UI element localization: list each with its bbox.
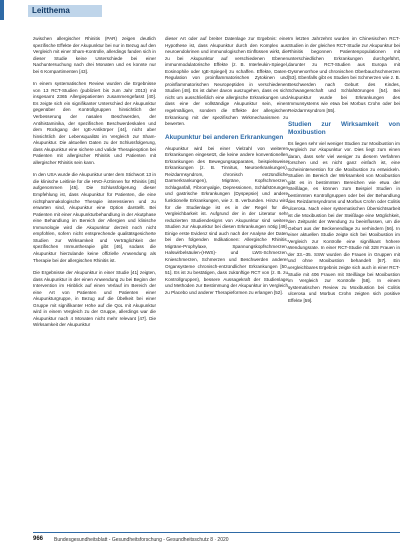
running-header — [0, 0, 413, 20]
footer-rule — [33, 532, 400, 533]
section-heading: Akupunktur bei anderen Erkrankungen — [165, 133, 284, 141]
text-column-3 — [288, 36, 400, 304]
text-column-1 — [33, 36, 156, 329]
paragraph: Im letzten Jahrzehnt wurden im Chinesischen RCT-Studien in der gleichen RCT-Studie zur Akupunktur bei Rhinitis begonnen Patientenpopulationen mit unterschiedlichen Erkrankungen durchgeführt, darunter zu RCT-Studien aus Europa mit Dysmenorrhoe und chronischen Oberbauchschmerzen [53]. Ebenfalls gibt es Studien bei Schmerzen wie z. B. Beschwerden nach Geburt des Kindes, Schwangerschaft und Schlafstörungen [54]. Bei Akupunktur wurde bei Erkrankungen des Immunsystems wie etwa bei Morbus Crohn oder bei Reizdarmsyndrom [55]. — [288, 36, 400, 114]
paragraph: zwischen allergischer Rhinitis (PAR) zeigen deutlich spezifische Effekte der Akupunktur bei nur in Bezug auf den Vergleich mit einer Sham-Kontrolle, allerdings fanden sich in dieser Studie keine Unterschiede bei einer Nachuntersuchung nach drei Monaten und es konnte nur bei 6 Kompartimenten [43]. — [33, 36, 156, 74]
paragraph: Es liegen sehr viel weniger Studien zur Moxibustion im Vergleich zur Akupunktur vor. Dies liegt zum einen daran, dass sehr viel weniger zu diesem Verfahren forschen und es nicht ganz einfach ist, eine Scheinintervention für die Moxibustion zu entwickeln. Studien im Bereich der Wirksamkeit von Moxibustion gibt es in bestimmten Bereichen wie etwa der Steißlage, es können zum Beispiel Studien in bestimmten Kontrollgruppen oder bei der Behandlung des Reizdarmsyndroms und Morbus Crohn oder Colitis ulcerosa. Nach einer systematischen Übersichtsarbeit ist die Moxibustion bei der Steißlage eine Möglichkeit, den Zeitpunkt der Wendung zu beeinflussen, um die Geburt aus der Beckenendlage zu verhindern [56]. In einer aktuellen Studie zeigte sich bei Moxibustion im Vergleich zur Kontrolle eine signifikant höhere Wendungsrate. In einer RCT-Studie mit 328 Frauen in der 33.–35. SSW wurden die Frauen in Gruppen mit und ohne Moxibustion behandelt [57]. Ein vergleichbares Ergebnis zeigte sich auch in einer RCT-Studie mit 406 Frauen mit Steißlage bei Moxibustion im Vergleich zur Kontrolle [58]. In einem systematischen Review zu Moxibustion bei Colitis ulcerosa und Morbus Crohn zeigten sich positive Effekte [59]. — [288, 140, 400, 303]
page-footer — [0, 530, 413, 550]
section-heading: Studien zur Wirksamkeit von Moxibustion — [288, 120, 400, 136]
text-column-2 — [165, 36, 288, 296]
paragraph: Akupunktur wird bei einer Vielzahl von weiteren Erkrankungen eingesetzt, die keine andere konventionellen Erkrankungen des Bewegungsapparates, beispielsweise Erkrankungen (z. B. Tinnitus, Neuroerkrankungen), Reizdarmsyndrom, chronisch entzündliche Darmerkrankungen), Migräne, Kopfschmerzen, Schlaganfall, Fibromyalgie, Depressionen, Schlafstörungen und gastrische Erkrankungen (Dyspepsie) und andere funktionelle Erkrankungen, wie z. B. verbunden. Hinzu wird für die Studienlage ist es in der Regel für die Vergleichbarkeit ist. Aufgrund der in der Literatur sehr reduzierten Studiendesigns von Akupunktur sind weitere Studien zur Akupunktur bei diesen Erkrankungen nötig [49]. Einige erste Evidenz sind auch nach der Analyse der Daten bei den folgenden Indikationen: Allergische Rhinitis, Migräne-Prophylaxe, Spannungskopfschmerzen, Halswirbelsäulen-(HWS)- und LWS-Schmerzen, Knieschmerzen, Schmerzen und Beschwerden anderer Organsysteme chronisch-entzündlicher Erkrankungen [50, 51]. Es ist zu bestätigen, dass zukünftige RCT von (z. B. zu Kontrollgruppen), bessere Aussagekraft der Studienlage und Methoden zur Bestimmung der Akupunktur im Vergleich zu Placebo und anderer Therapieformen zu erlangen [52]. — [165, 145, 288, 295]
paragraph: In den USA wurde die Akupunktur unter dem Stichwort 13 in die klinische Leitlinie für die HNO-Ärztinnen für Rhinitis [45] aufgenommen [45]. Die Schlussfolgerung dieser Empfehlung ist, dass Akupunktur für Patienten, die eine nichtpharmakologische Therapie interessieren und zu erwarten sind, Akupunktur eine Option darstellt. Bei Patienten mit einer Akupunkturbehandlung in der Akutphase eine Behandlung im Bereich der Allergien und klinische Immunologie wird die Akupunktur derzeit noch nicht empfohlen, sofern nicht entsprechende qualitätsgesicherte Studien zur Wirksamkeit und Verträglichkeit der spezifischen Immuntherapie gibt [46], sodass die Akupunktur hierzulande keine offizielle Anwendung als Therapie bei der allergischen Rhinitis ist. — [33, 172, 156, 263]
paragraph: Die Ergebnisse der Akupunktur in einer Studie [41] zeigten, dass Akupunktur in der einen Anwendung zu bei Beginn der Intervention im Hinblick auf einen Verlauf im Bereich der eine Art von Patienten und Patienten einer Akupunkturgruppe, in Bezug auf die Übelkeit bei einer Gruppe mit signifikanter Höhe auf die QoL mit Akupunktur wird in einem Vergleich zu der Gruppe, allerdings war die Akupunktur nach 4 Monaten nicht mehr relevant [47]. Die Wirksamkeit der Akupunktur — [33, 270, 156, 328]
paragraph: In einem systematischen Review wurden die Ergebnisse von 13 RCT-Studien (publiziert bis zum Jahr 2013) mit insgesamt 2365 Allergiepatienten zusammengefasst [40]. Es zeigte sich ein signifikanter Unterschied der Akupunktur gegenüber den Kontrollgruppen hinsichtlich der Verbesserung der nasalen Beschwerden, der Antihistaminika, der spezifischen Beschwerdeskalen und dem Rückgang der IgE-Antikörper [44], nicht aber hinsichtlich der Lebensqualität im Vergleich zur Sham-Akupunktur. Die aktuellen Daten zu der Schlussfolgerung, dass Akupunktur eine sichere und valide Therapieoption bei Patienten mit allergischer Rhinitis und Patienten mit allergischer Rhinitis sein kann. — [33, 81, 156, 165]
section-label: Leitthema — [28, 5, 102, 17]
journal-citation: Bundesgesundheitsblatt - Gesundheitsforschung - Gesundheitsschutz 8 · 2020 — [54, 536, 229, 543]
page-number: 966 — [33, 536, 44, 542]
paragraph: dieser Art oder auf breiter Datenlage zur Ergebnis: eine Hypothese ist, dass Akupunktur durch den Komplex aus neuroendokrinen und immunologischen Einflüssen wirkt, die zu bei Akupunktur auf verschiedenen Ebenen immunmodulatorische Effekte (z. B. Interleukin-Spiegel, Eosinophile oder IgE-Spiegel) zu schaffen. Effekte, Daten-Regulation von proinflammatorischen Zytokinen und proinflammatorischen Neuropeptiden in verschiedenen Studien [48]. Es ist daher davon auszugehen, dass es sich nicht um ausschließlich eine allergische Erkrankungen und dass eine der vollständige Akupunktur sein, einen regelmäßigen, sondern die Effekte der allergischen Erkrankung mit der spezifischen Wirkmechanismen zu bewerten. — [165, 36, 288, 127]
header-accent-bar — [0, 0, 4, 20]
